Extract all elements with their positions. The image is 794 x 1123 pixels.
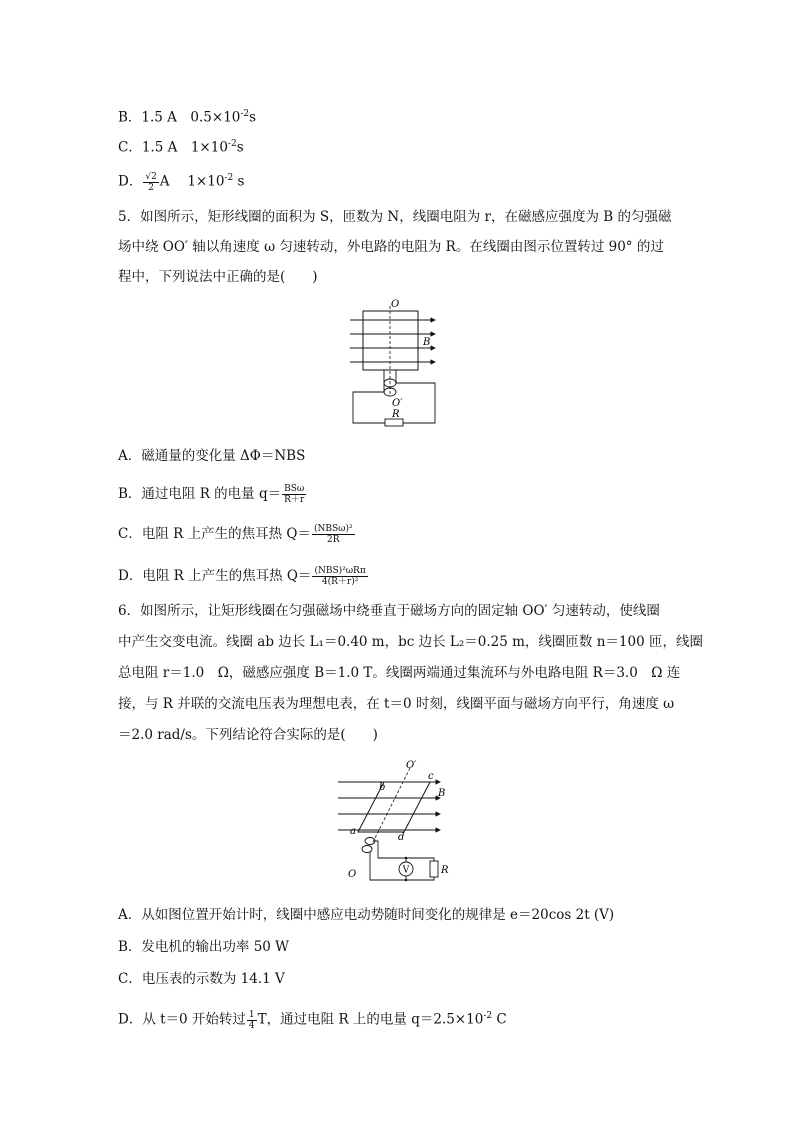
q4-option-b-text: B．1.5 A 0.5×10 xyxy=(118,109,241,126)
fraction-numerator: (NBS)²ωRπ xyxy=(314,566,366,576)
resistor xyxy=(385,419,403,426)
q5-stem-line1: 5．如图所示，矩形线圈的面积为 S，匝数为 N，线圈电阻为 r，在磁感应强度为 B 的匀强磁 xyxy=(118,209,672,225)
label-v: V xyxy=(402,865,410,876)
label-o-prime: O′ xyxy=(406,760,417,771)
option-text: A 1×10 xyxy=(159,173,225,190)
option-prefix: D．电阻 R 上产生的焦耳热 Q＝ xyxy=(118,568,312,584)
label-b-field: B xyxy=(438,788,446,799)
q6-stem-line5: ＝2.0 rad/s。下列结论符合实际的是( ) xyxy=(118,727,378,743)
unit: s xyxy=(233,173,245,190)
label-d-corner: d xyxy=(398,832,405,843)
q5-option-c xyxy=(118,524,356,545)
label-o-bottom: O′ xyxy=(392,398,403,409)
fraction xyxy=(312,566,367,587)
fraction xyxy=(143,172,158,193)
q6-stem-line4: 接，与 R 并联的交流电压表为理想电表，在 t＝0 时刻，线圈平面与磁场方向平行，角速度 ω xyxy=(118,696,675,712)
q4-option-d xyxy=(118,168,244,193)
option-prefix: D．从 t＝0 开始转过 xyxy=(118,1011,246,1028)
exponent: -2 xyxy=(483,1011,493,1021)
exponent: -2 xyxy=(227,139,237,149)
coil xyxy=(358,782,430,832)
option-prefix: D． xyxy=(118,173,143,190)
circuit-wire xyxy=(353,392,385,423)
exponent: -2 xyxy=(240,109,250,119)
q6-option-c: C．电压表的示数为 14.1 V xyxy=(118,971,285,987)
unit: C xyxy=(492,1011,507,1028)
unit: s xyxy=(236,139,244,156)
option-prefix: C．电阻 R 上产生的焦耳热 Q＝ xyxy=(118,526,311,542)
fraction xyxy=(282,484,306,505)
q6-option-b: B．发电机的输出功率 50 W xyxy=(118,939,290,955)
fraction-numerator: BSω xyxy=(284,484,305,494)
q6-stem-line3: 总电阻 r＝1.0 Ω，磁感应强度 B＝1.0 T。线圈两端通过集流环与外电路电阻 R＝3.0 Ω 连 xyxy=(118,665,681,681)
slip-ring xyxy=(362,846,372,853)
q4-option-c-text: C．1.5 A 1×10 xyxy=(118,139,228,156)
q5-option-d xyxy=(118,566,369,587)
q6-option-a: A．从如图位置开始计时，线圈中感应电动势随时间变化的规律是 e＝20cos 2t (V) xyxy=(118,907,615,923)
fraction-numerator: √2 xyxy=(145,171,157,182)
q4-option-b xyxy=(118,104,256,128)
label-c-corner: c xyxy=(428,771,434,782)
q4-option-c xyxy=(118,134,244,158)
q5-stem-line2: 场中绕 OO′ 轴以角速度 ω 匀速转动，外电路的电阻为 R。在线圈由图示位置转过 90° 的过 xyxy=(118,239,664,255)
resistor xyxy=(430,861,438,877)
fraction-denominator: R＋r xyxy=(284,495,305,505)
label-o: O xyxy=(348,869,357,880)
label-o-top: O xyxy=(391,299,400,310)
fraction-numerator: (NBSω)² xyxy=(313,524,353,534)
label-r: R xyxy=(441,865,449,876)
fraction-denominator: 4(R＋r)² xyxy=(321,577,359,587)
fraction xyxy=(247,1010,257,1031)
q5-option-a: A．磁通量的变化量 ΔΦ＝NBS xyxy=(118,448,306,464)
fraction-denominator: 2 xyxy=(148,182,154,193)
q5-option-b xyxy=(118,484,307,505)
label-a-corner: a xyxy=(350,826,356,837)
q5-stem-line3: 程中，下列说法中正确的是( ) xyxy=(118,269,318,285)
exponent: -2 xyxy=(224,173,234,183)
label-r: R xyxy=(392,409,400,420)
fraction xyxy=(312,524,355,545)
fraction-numerator: 1 xyxy=(248,1009,255,1020)
fraction-denominator: 2R xyxy=(326,535,340,545)
q6-stem-line2: 中产生交变电流。线圈 ab 边长 L₁＝0.40 m，bc 边长 L₂＝0.25 m，线圈匝数 n＝100 匝，线圈 xyxy=(118,634,703,650)
q5-figure xyxy=(345,298,445,433)
unit: s xyxy=(249,109,257,126)
fraction-denominator: 4 xyxy=(248,1020,255,1031)
q6-figure xyxy=(334,758,464,888)
label-b-corner: b xyxy=(379,782,386,793)
option-prefix: B．通过电阻 R 的电量 q＝ xyxy=(118,486,282,502)
q6-option-d xyxy=(118,1006,507,1031)
q6-stem-line1: 6．如图所示，让矩形线圈在匀强磁场中绕垂直于磁场方向的固定轴 OO′ 匀速转动，使线圈 xyxy=(118,603,660,619)
option-text: T，通过电阻 R 上的电量 q＝2.5×10 xyxy=(257,1011,484,1028)
label-b: B xyxy=(423,337,431,348)
